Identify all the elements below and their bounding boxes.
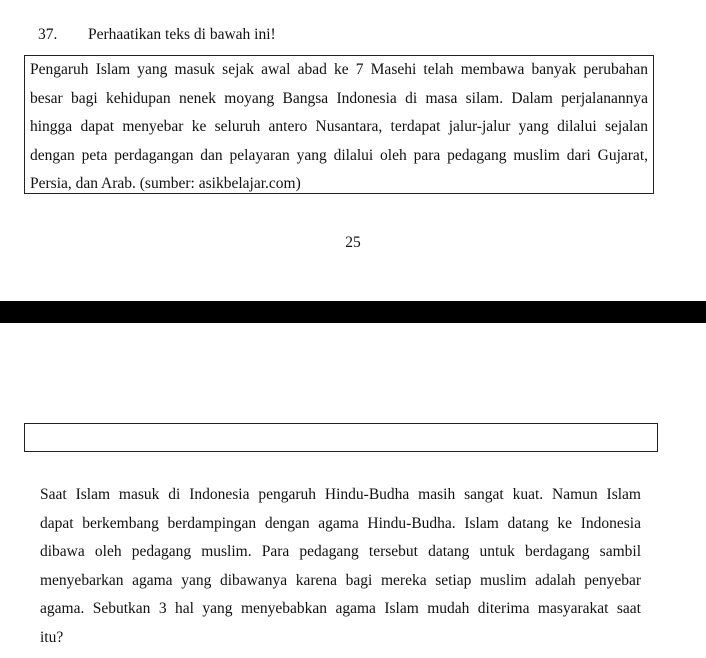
passage-line: dapat berkembang berdampingan dengan agama Hindu-Budha. Islam datang ke Indonesia: [40, 514, 641, 532]
quote-line: besar bagi kehidupan nenek moyang Bangsa Indonesia di masa silam. Dalam perjalanannya: [30, 89, 648, 107]
question-number: 37.: [38, 26, 58, 43]
passage-line: itu?: [40, 628, 64, 646]
question-passage: [40, 481, 641, 652]
quote-line: dengan peta perdagangan dan pelayaran yang dilalui oleh para pedagang muslim dari Gujarat,: [30, 146, 648, 164]
question-instruction: Perhaatikan teks di bawah ini!: [88, 26, 276, 43]
passage-line: agama. Sebutkan 3 hal yang menyebabkan agama Islam mudah diterima masyarakat saat: [40, 600, 641, 617]
source-quote-box: [24, 55, 654, 194]
empty-box: [24, 423, 658, 452]
passage-line: Saat Islam masuk di Indonesia pengaruh Hindu-Budha masih sangat kuat. Namun Islam: [40, 486, 641, 503]
page-number: 25: [345, 234, 361, 251]
quote-line: hingga dapat menyebar ke seluruh antero Nusantara, terdapat jalur-jalur yang dilalui sejalan: [30, 118, 648, 135]
passage-line: menyebarkan agama yang dibawanya karena bagi mereka setiap muslim adalah penyebar: [40, 571, 641, 589]
passage-line: dibawa oleh pedagang muslim. Para pedagang tersebut datang untuk berdagang sambil: [40, 543, 641, 560]
question-header: [38, 25, 276, 45]
page-divider: [0, 301, 706, 323]
quote-line: Pengaruh Islam yang masuk sejak awal abad ke 7 Masehi telah membawa banyak perubahan: [30, 61, 648, 78]
quote-line: Persia, dan Arab. (sumber: asikbelajar.com): [30, 175, 301, 192]
